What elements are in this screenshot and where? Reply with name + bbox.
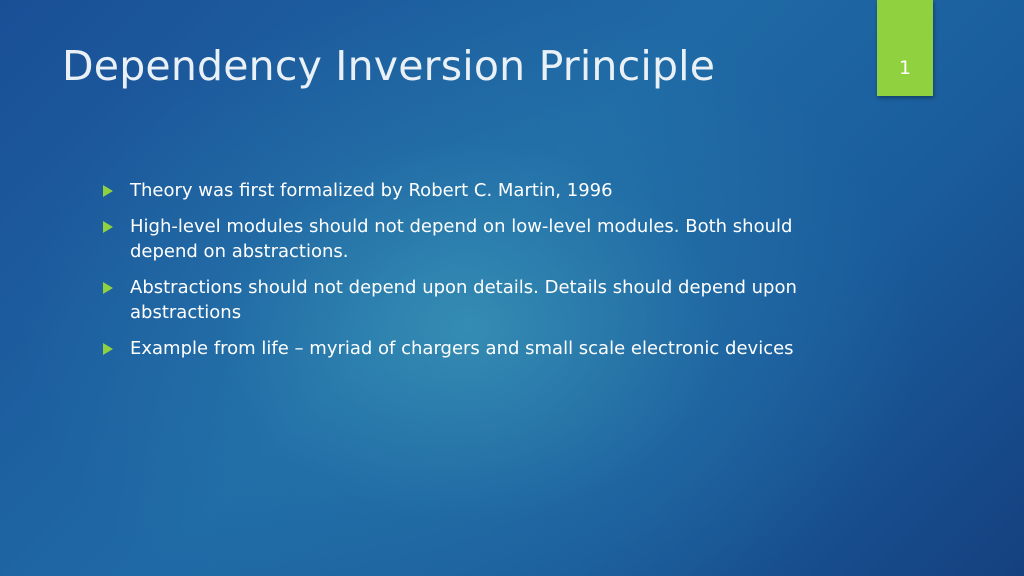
triangle-bullet-icon [103, 185, 113, 197]
triangle-bullet-icon [103, 221, 113, 233]
slide-title: Dependency Inversion Principle [62, 42, 716, 90]
triangle-bullet-icon [103, 343, 113, 355]
bullet-text: Example from life – myriad of chargers and small scale electronic devices [130, 338, 794, 359]
bullet-item [103, 275, 843, 325]
bullet-item [103, 178, 843, 203]
bullet-item [103, 214, 843, 264]
bullet-text: High-level modules should not depend on low-level modules. Both should depend on abstractions. [130, 216, 793, 262]
bullet-text: Theory was first formalized by Robert C. Martin, 1996 [130, 180, 613, 201]
bullet-list [103, 178, 843, 372]
page-number: 1 [898, 57, 912, 79]
page-number-tab [877, 0, 933, 96]
triangle-bullet-icon [103, 282, 113, 294]
bullet-item [103, 336, 843, 361]
bullet-text: Abstractions should not depend upon details. Details should depend upon abstractions [130, 277, 797, 323]
